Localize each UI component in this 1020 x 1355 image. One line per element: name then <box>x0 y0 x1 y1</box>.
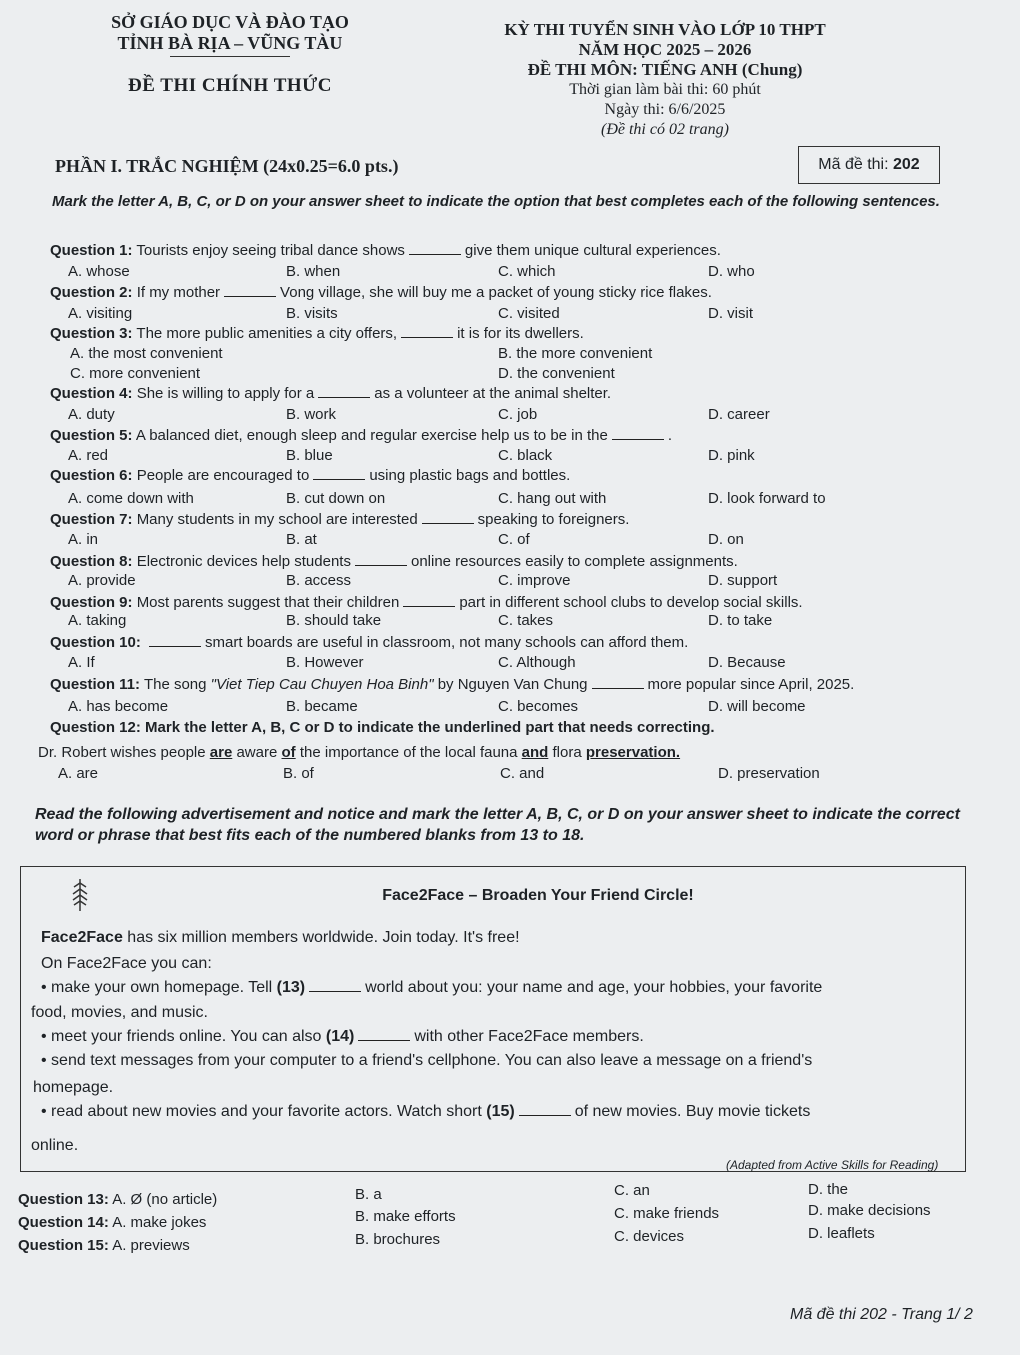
question-12-sentence <box>38 744 680 761</box>
q12-underline-a: are <box>209 744 233 761</box>
question-11-option-c: C. becomes <box>498 698 579 715</box>
q14-option-a: A. make jokes <box>112 1214 207 1231</box>
question-text: People are encouraged to <box>136 467 310 484</box>
question-text: as a volunteer at the animal shelter. <box>374 385 612 402</box>
question-1-option-c: C. which <box>498 263 556 280</box>
question-label: Question 9: <box>50 594 133 611</box>
blank-15 <box>519 1103 571 1116</box>
question-7-option-d: D. on <box>708 531 744 548</box>
q15-option-b: B. brochures <box>355 1231 441 1248</box>
question-11-option-b: B. became <box>286 698 358 715</box>
ad-bullet-4-cont: online. <box>31 1137 79 1154</box>
question-text: more popular since April, 2025. <box>647 676 855 693</box>
question-text: The more public amenities a city offers, <box>136 325 398 342</box>
question-label: Question 6: <box>50 467 133 484</box>
question-1 <box>50 242 721 259</box>
question-text: Vong village, she will buy me a packet of young sticky rice flakes. <box>280 284 712 301</box>
part-instruction: Mark the letter A, B, C, or D on your answer sheet to indicate the option that best completes each of the following sentences. <box>52 193 940 210</box>
answer-blank <box>592 676 644 689</box>
ad-title: Face2Face – Broaden Your Friend Circle! <box>382 887 694 904</box>
answer-blank <box>409 242 461 255</box>
question-4-option-a: A. duty <box>68 406 115 423</box>
question-text: Many students in my school are interested <box>136 511 418 528</box>
question-2-option-a: A. visiting <box>68 305 133 322</box>
ad-bullet-4 <box>41 1103 810 1121</box>
ad-bullet-1 <box>41 979 822 997</box>
question-10-option-a: A. If <box>68 654 95 671</box>
question-8-option-c: C. improve <box>498 572 571 589</box>
question-10-option-b: B. However <box>286 654 364 671</box>
q12-underline-b: of <box>281 744 296 761</box>
answer-blank <box>313 467 365 480</box>
ad-bullet-1-cont: food, movies, and music. <box>31 1004 208 1021</box>
q15-option-c: C. devices <box>614 1228 685 1245</box>
b2-pre: • meet your friends online. You can also <box>41 1028 322 1045</box>
ad-bullet-3: • send text messages from your computer to a friend's cellphone. You can also leave a message on a friend's <box>41 1052 813 1069</box>
ad-intro-text: has six million members worldwide. Join today. It's free! <box>127 929 520 946</box>
q12-s2: aware <box>236 744 278 761</box>
answer-blank <box>318 385 370 398</box>
header-left <box>80 10 380 97</box>
q13-label: Question 13: <box>18 1191 109 1208</box>
question-6-option-b: B. cut down on <box>286 490 386 507</box>
question-text: Most parents suggest that their children <box>136 594 400 611</box>
q12-option-a: A. are <box>58 765 99 782</box>
question-3-option-a: A. the most convenient <box>70 345 223 362</box>
question-1-option-a: A. whose <box>68 263 130 280</box>
question-label: Question 3: <box>50 325 133 342</box>
question-11-option-a: A. has become <box>68 698 169 715</box>
page-footer: Mã đề thi 202 - Trang 1/ 2 <box>790 1306 973 1323</box>
answer-blank <box>422 511 474 524</box>
question-9-option-d: D. to take <box>708 612 773 629</box>
ad-source: (Adapted from Active Skills for Reading) <box>726 1158 939 1172</box>
question-6 <box>50 467 570 484</box>
q14-option-d: D. make decisions <box>808 1202 931 1219</box>
question-9-option-c: C. takes <box>498 612 554 629</box>
ad-intro <box>41 929 520 947</box>
question-3 <box>50 325 584 342</box>
q14-option-c: C. make friends <box>614 1205 720 1222</box>
exam-date: Ngày thi: 6/6/2025 <box>604 101 726 118</box>
q13-option-c: C. an <box>614 1182 650 1199</box>
answer-blank <box>403 594 455 607</box>
question-7-option-a: A. in <box>68 531 99 548</box>
question-6-option-a: A. come down with <box>68 490 194 507</box>
q12-title-text: Question 12: Mark the letter A, B, C or D to indicate the underlined part that needs correcting. <box>50 719 715 736</box>
q12-option-d: D. preservation <box>718 765 820 782</box>
blank-14-number: (14) <box>325 1028 355 1045</box>
question-text: give them unique cultural experiences. <box>464 242 721 259</box>
question-6-option-d: D. look forward to <box>708 490 826 507</box>
question-5-option-c: C. black <box>498 447 553 464</box>
question-label: Question 4: <box>50 385 133 402</box>
question-10-option-d: D. Because <box>708 654 786 671</box>
question-3-option-b: B. the more convenient <box>498 345 653 362</box>
reading-instruction: Read the following advertisement and notice and mark the letter A, B, C, or D on your answer sheet to indicate the correct word or phrase that best fits each of the numbered blanks from 13 to 18. <box>35 806 960 844</box>
dept-line1: SỞ GIÁO DỤC VÀ ĐÀO TẠO <box>111 12 349 32</box>
blank-14 <box>358 1028 410 1041</box>
question-text: She is willing to apply for a <box>136 385 315 402</box>
question-9 <box>50 594 803 611</box>
question-11-option-d: D. will become <box>708 698 806 715</box>
question-label: Question 11: <box>50 676 141 693</box>
dept-line2: TỈNH BÀ RỊA – VŨNG TÀU <box>117 33 343 53</box>
b4-post: of new movies. Buy movie tickets <box>574 1103 811 1120</box>
exam-time: Thời gian làm bài thi: 60 phút <box>569 81 761 98</box>
answer-blank <box>149 634 201 647</box>
question-text: smart boards are useful in classroom, not many schools can afford them. <box>205 634 689 651</box>
question-12-title <box>50 719 715 736</box>
b1-post: world about you: your name and age, your hobbies, your favorite <box>365 979 823 996</box>
school-year: NĂM HỌC 2025 – 2026 <box>578 40 752 59</box>
question-7 <box>50 511 629 528</box>
question-8-option-a: A. provide <box>68 572 136 589</box>
q14-option-b: B. make efforts <box>355 1208 456 1225</box>
question-2-option-d: D. visit <box>708 305 753 322</box>
q15-option-a: A. previews <box>112 1237 190 1254</box>
question-6-option-c: C. hang out with <box>498 490 607 507</box>
question-7-option-c: C. of <box>498 531 530 548</box>
q13-option-d: D. the <box>808 1181 849 1198</box>
question-text: Tourists enjoy seeing tribal dance shows <box>136 242 405 259</box>
question-5-option-b: B. blue <box>286 447 333 464</box>
question-5 <box>50 427 672 444</box>
question-label: Question 8: <box>50 553 133 570</box>
question-5-option-a: A. red <box>68 447 109 464</box>
exam-code-value: 202 <box>893 156 920 173</box>
answer-blank <box>224 284 276 297</box>
q12-underline-d: preservation. <box>585 744 681 761</box>
question-11 <box>50 676 854 693</box>
question-text: . <box>667 427 673 444</box>
blank-13 <box>309 979 361 992</box>
q13-option-a: A. Ø (no article) <box>112 1191 218 1208</box>
header-right <box>470 20 860 140</box>
ad-brand: Face2Face <box>41 929 123 946</box>
question-label: Question 7: <box>50 511 133 528</box>
question-2-option-b: B. visits <box>286 305 338 322</box>
question-3-option-c: C. more convenient <box>70 365 201 382</box>
answer-blank <box>355 553 407 566</box>
ad-bullet-2 <box>41 1028 644 1046</box>
question-text: part in different school clubs to develop social skills. <box>459 594 803 611</box>
question-5-option-d: D. pink <box>708 447 755 464</box>
question-label: Question 2: <box>50 284 133 301</box>
question-4 <box>50 385 611 402</box>
exam-code-box <box>798 146 940 184</box>
q14-label: Question 14: <box>18 1214 109 1231</box>
q15-option-d: D. leaflets <box>808 1225 875 1242</box>
question-text: Electronic devices help students <box>136 553 351 570</box>
question-9-option-b: B. should take <box>286 612 382 629</box>
question-4-option-b: B. work <box>286 406 337 423</box>
question-text: using plastic bags and bottles. <box>369 467 571 484</box>
question-text: speaking to foreigners. <box>477 511 630 528</box>
part-title: PHẦN I. TRẮC NGHIỆM (24x0.25=6.0 pts.) <box>55 156 399 176</box>
question-4-option-c: C. job <box>498 406 538 423</box>
question-1-option-b: B. when <box>286 263 341 280</box>
question-2 <box>50 284 712 301</box>
b4-pre: • read about new movies and your favorite actors. Watch short <box>41 1103 482 1120</box>
song-title: "Viet Tiep Cau Chuyen Hoa Binh" <box>210 676 434 693</box>
question-10-option-c: C. Although <box>498 654 576 671</box>
question-text: The song <box>143 676 207 693</box>
q12-option-b: B. of <box>283 765 314 782</box>
question-label: Question 1: <box>50 242 133 259</box>
q12-option-c: C. and <box>500 765 545 782</box>
blank-13-number: (13) <box>276 979 306 996</box>
q12-s1: Dr. Robert wishes people <box>38 744 206 761</box>
question-text: it is for its dwellers. <box>457 325 584 342</box>
question-label: Question 10: <box>50 634 141 651</box>
q12-s4: flora <box>552 744 582 761</box>
question-10 <box>50 634 688 651</box>
ad-can: On Face2Face you can: <box>41 955 212 972</box>
answer-blank <box>612 427 664 440</box>
exam-subject: ĐỀ THI MÔN: TIẾNG ANH (Chung) <box>527 60 803 79</box>
ad-bullet-3-cont: homepage. <box>33 1079 114 1096</box>
blank-15-number: (15) <box>486 1103 515 1120</box>
advertisement-box <box>20 866 966 1172</box>
exam-pages: (Đề thi có 02 trang) <box>601 121 729 138</box>
question-2-option-c: C. visited <box>498 305 560 322</box>
exam-title: KỲ THI TUYỂN SINH VÀO LỚP 10 THPT <box>504 20 826 39</box>
q13-option-b: B. a <box>355 1186 382 1203</box>
question-text: A balanced diet, enough sleep and regular exercise help us to be in the <box>135 427 608 444</box>
question-15 <box>18 1237 190 1254</box>
question-8-option-d: D. support <box>708 572 778 589</box>
question-9-option-a: A. taking <box>68 612 127 629</box>
question-8-option-b: B. access <box>286 572 352 589</box>
question-label: Question 5: <box>50 427 133 444</box>
question-4-option-d: D. career <box>708 406 770 423</box>
question-14 <box>18 1214 206 1231</box>
question-text: online resources easily to complete assignments. <box>410 553 738 570</box>
question-13 <box>18 1191 217 1208</box>
b1-pre: • make your own homepage. Tell <box>41 979 273 996</box>
divider <box>170 56 290 57</box>
q15-label: Question 15: <box>18 1237 109 1254</box>
question-text: If my mother <box>136 284 221 301</box>
answer-blank <box>401 325 453 338</box>
question-1-option-d: D. who <box>708 263 755 280</box>
question-8 <box>50 553 738 570</box>
question-text: by Nguyen Van Chung <box>437 676 588 693</box>
q12-underline-c: and <box>521 744 549 761</box>
q12-s3: the importance of the local fauna <box>299 744 518 761</box>
b2-post: with other Face2Face members. <box>414 1028 644 1045</box>
exam-code-label: Mã đề thi: <box>818 156 889 173</box>
official-label: ĐỀ THI CHÍNH THỨC <box>128 75 332 96</box>
question-3-option-d: D. the convenient <box>498 365 615 382</box>
question-7-option-b: B. at <box>286 531 317 548</box>
